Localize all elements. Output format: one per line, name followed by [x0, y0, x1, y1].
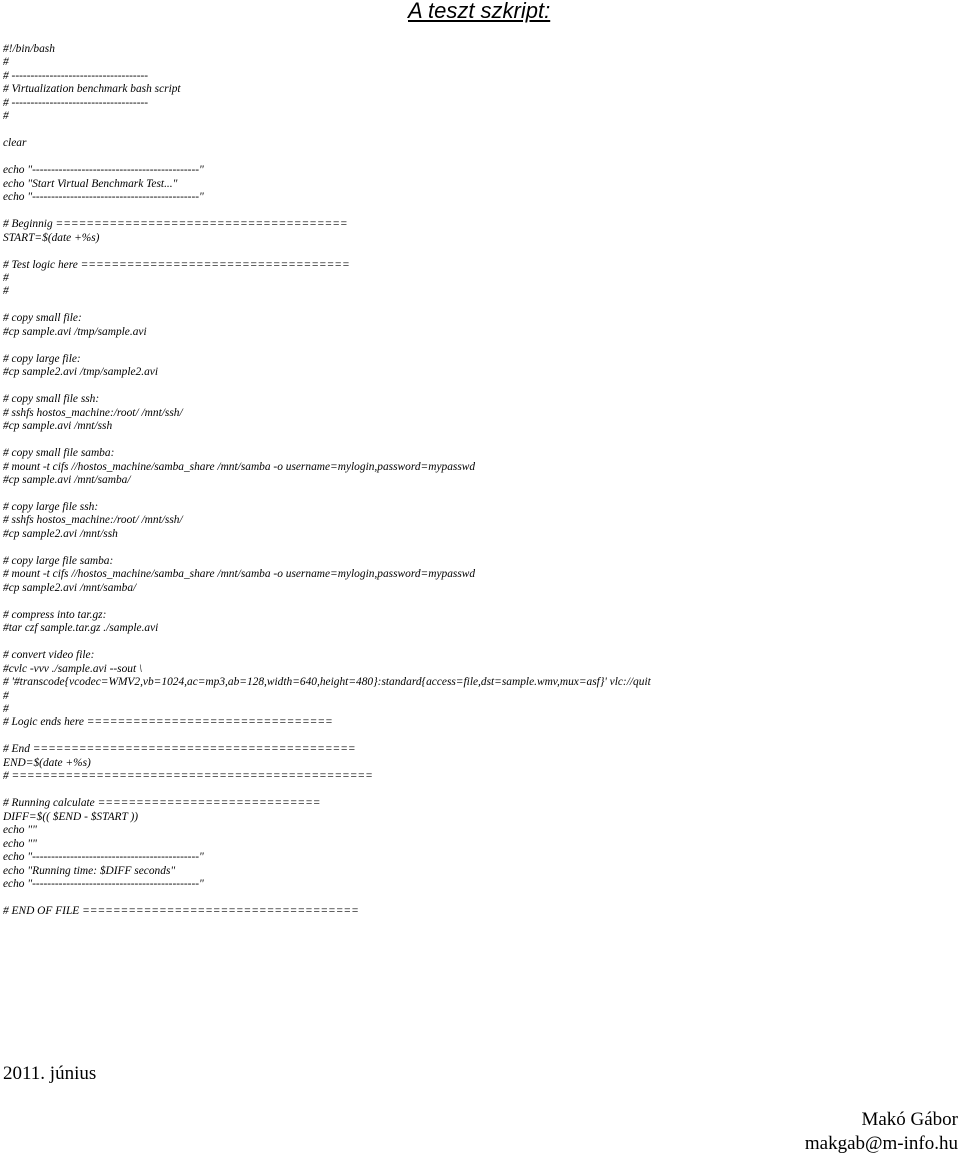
script-line: END=$(date +%s): [3, 756, 91, 769]
author-name: Makó Gábor: [861, 1109, 958, 1130]
script-listing: [3, 43, 958, 918]
script-line: [3, 636, 958, 649]
script-line: # copy small file:: [3, 312, 82, 325]
script-line: [3, 595, 958, 608]
script-line: # ------------------------------------: [3, 69, 149, 82]
script-line: #: [3, 110, 9, 123]
script-line: # copy small file samba:: [3, 447, 115, 460]
script-line: echo "Running time: $DIFF seconds": [3, 864, 176, 877]
script-line: #!/bin/bash: [3, 43, 55, 55]
author-email: makgab@m-info.hu: [804, 1133, 958, 1154]
script-line: echo "--------------------------------------------": [3, 191, 204, 204]
script-line: #cp sample2.avi /tmp/sample2.avi: [3, 366, 159, 379]
script-line: #: [3, 56, 9, 69]
script-line: # Virtualization benchmark bash script: [3, 83, 181, 96]
script-line: # copy large file:: [3, 352, 81, 365]
script-line: DIFF=$(( $END - $START )): [3, 810, 139, 823]
script-line: # copy large file samba:: [3, 554, 114, 567]
script-line: [3, 541, 958, 554]
script-line: [3, 299, 958, 312]
script-line: # mount -t cifs //hostos_machine/samba_share /mnt/samba -o username=mylogin,password=mypasswd: [3, 460, 476, 473]
script-line: echo "": [3, 824, 37, 837]
script-line: # sshfs hostos_machine:/root/ /mnt/ssh/: [3, 514, 183, 527]
script-line: #cvlc -vvv ./sample.avi --sout \: [3, 662, 143, 675]
page-title: A teszt szkript:: [408, 0, 551, 23]
script-line: echo "--------------------------------------------": [3, 164, 204, 177]
author-block: [805, 1108, 958, 1156]
script-line: echo "--------------------------------------------": [3, 878, 204, 891]
script-line: # compress into tar.gz:: [3, 608, 107, 621]
script-line: # Beginnig ======================================: [3, 218, 348, 231]
script-line: # End ==========================================: [3, 743, 356, 756]
script-line: #cp sample2.avi /mnt/samba/: [3, 581, 137, 594]
script-line: # Test logic here ===================================: [3, 258, 350, 271]
script-line: [3, 205, 958, 218]
script-line: # ===============================================: [3, 770, 373, 783]
script-line: # ------------------------------------: [3, 96, 149, 109]
script-line: clear: [3, 137, 27, 150]
script-line: [3, 784, 958, 797]
script-line: # convert video file:: [3, 649, 95, 662]
script-line: # END OF FILE ====================================: [3, 905, 359, 917]
script-line: echo "--------------------------------------------": [3, 851, 204, 864]
script-line: # copy small file ssh:: [3, 393, 100, 406]
script-line: # copy large file ssh:: [3, 500, 99, 513]
script-line: [3, 151, 958, 164]
script-line: #: [3, 702, 9, 715]
script-line: # '#transcode{vcodec=WMV2,vb=1024,ac=mp3,ab=128,width=640,height=480}:standard{access=file,dst=sample.wmv,mux=asf}' vlc://quit: [3, 676, 651, 689]
script-line: [3, 730, 958, 743]
script-line: [3, 434, 958, 447]
script-line: #: [3, 285, 9, 298]
script-line: # mount -t cifs //hostos_machine/samba_share /mnt/samba -o username=mylogin,password=mypasswd: [3, 568, 476, 581]
script-line: #cp sample.avi /mnt/samba/: [3, 474, 131, 486]
script-line: #tar czf sample.tar.gz ./sample.avi: [3, 622, 159, 635]
script-line: echo "": [3, 837, 37, 850]
script-line: [3, 380, 958, 393]
script-line: #: [3, 271, 9, 284]
script-line: START=$(date +%s): [3, 231, 100, 244]
script-line: # sshfs hostos_machine:/root/ /mnt/ssh/: [3, 406, 183, 419]
script-line: # Logic ends here ================================: [3, 716, 333, 729]
script-line: #: [3, 689, 9, 702]
script-line: echo "Start Virtual Benchmark Test...": [3, 177, 178, 190]
script-line: #cp sample.avi /mnt/ssh: [3, 420, 113, 433]
script-line: [3, 245, 958, 258]
script-line: # Running calculate =============================: [3, 797, 321, 810]
script-line: #cp sample.avi /tmp/sample.avi: [3, 325, 147, 338]
script-line: [3, 487, 958, 500]
script-line: [3, 124, 958, 137]
script-line: [3, 892, 958, 905]
script-line: [3, 339, 958, 352]
footer-date: 2011. június: [3, 1063, 97, 1084]
script-line: #cp sample2.avi /mnt/ssh: [3, 527, 118, 540]
